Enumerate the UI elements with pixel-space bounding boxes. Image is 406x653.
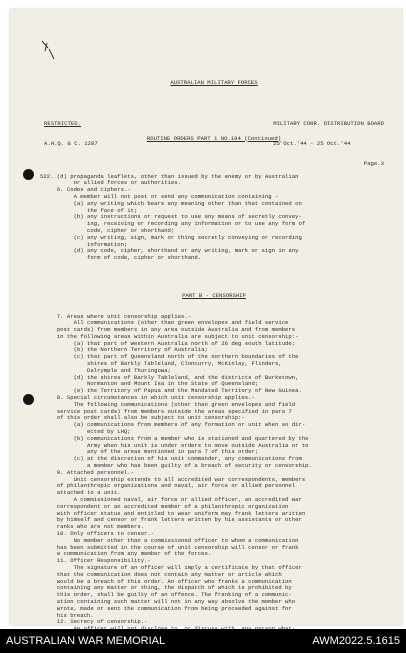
text-line: information; [40, 240, 128, 248]
text-line: 7. Areas where unit censorship applies.- [40, 312, 192, 320]
archive-footer [0, 629, 406, 653]
text-line: 8. Special circumstances in which unit censorship applies.- [40, 394, 255, 402]
text-line: A commissioned naval, air force or allied officer, an accredited war [40, 496, 302, 504]
distribution-board: MILITARY CORR. DISTRIBUTION BOARD [273, 119, 384, 127]
text-line: attached to a unit. [40, 489, 121, 497]
text-line: The following communications (other than green envelopes and field [40, 400, 296, 408]
document-sheet [10, 9, 402, 625]
text-line: wrote, made or sent the communication from being proceeded against for [40, 604, 292, 612]
text-line: of this order shall also be subject to unit censorship:- [40, 414, 245, 422]
page-number: Page.3 [363, 160, 384, 168]
text-line: has been submitted in the course of unit censorship will censor or frank [40, 543, 299, 551]
text-line: that the communication does not contain any matter or article which [40, 570, 282, 578]
text-line: ation containing such matter will not in any way absolve the member who [40, 597, 296, 605]
text-line: The signature of an officer will imply a certificate by that officer [40, 563, 302, 571]
archive-name: AUSTRALIAN WAR MEMORIAL [6, 635, 166, 647]
text-line: form of code, cipher or shorthand. [40, 254, 202, 262]
text-line: (a) that part of Western Australia north of 26 deg south latitude; [40, 339, 296, 347]
document-body [40, 66, 388, 647]
orders-block-1 [40, 174, 388, 262]
text-line: his breach. [40, 611, 94, 619]
text-line: service post cards) from members outside the areas specified in para 7 [40, 407, 292, 415]
routine-orders-heading: ROUTINE ORDERS PART 1 NO.184 (Continued) [146, 134, 282, 142]
text-line: any of the areas mentioned in para 7 of this order; [40, 448, 259, 456]
text-line: (c) any writing, sign, mark or thing secretly conveying or recording [40, 233, 302, 241]
text-line: Unit censorship extends to all accredited war correspondents, members [40, 475, 306, 483]
text-line: a communication from any member of the forces. [40, 550, 212, 558]
text-line: the face of it; [40, 206, 138, 214]
text-line: A member will not post or send any communication containing - [40, 192, 279, 200]
text-line: shires of Barkly Tableland, Cloncurry, McKinlay, Flinders, [40, 360, 282, 368]
text-line: No member other than a commissioned officer to whom a communication [40, 536, 299, 544]
text-line: 10. Only officers to censor.- [40, 530, 155, 537]
text-line: All communications (other than green envelopes and field service [40, 319, 289, 327]
punch-hole-top [23, 169, 34, 180]
punch-hole-bottom [23, 394, 34, 405]
header-right [273, 107, 384, 182]
orders-block-2 [40, 314, 388, 633]
text-line: Normanton and Mount Isa in the State of Queensland; [40, 380, 259, 388]
text-line: (b) any instructions or request to use any means of secretly convey- [40, 213, 302, 221]
text-line: 9. Attached personnel.- [40, 468, 134, 476]
text-line: (c) that part of Queensland north of the northern boundaries of the [40, 353, 299, 361]
text-line: (b) the Northern Territory of Australia; [40, 346, 208, 354]
document-top-title: AUSTRALIAN MILITARY FORCES [170, 78, 258, 86]
text-line: 6. Codes and ciphers.- [40, 186, 131, 194]
text-line: ranks who are not members. [40, 523, 145, 531]
text-line: 12. Secrecy of censorship.- [40, 618, 148, 626]
date-range: 25 Oct.'44 - 25 Oct.'44 [273, 139, 351, 147]
archive-reference: AWM2022.5.1615 [312, 635, 400, 647]
text-line: correspondent or an accredited member of a philanthropic organization [40, 502, 289, 510]
text-line: 522. (d) propaganda leaflets, other than issued by the enemy or by Australian [40, 172, 299, 180]
text-line: post cards) from members in any area outside Australia and from members [40, 326, 296, 334]
text-line: would be a breach of this order. An officer who franks a communication [40, 577, 292, 585]
classification-label: RESTRICTED. [44, 119, 81, 127]
text-line: with officer status and entitled to wear uniform may frank letters written [40, 509, 306, 517]
text-line: (d) the shires of Barkly Tableland, and the districts of Burketown, [40, 373, 299, 381]
text-line: (a) any writing which bears any meaning other than that contained on [40, 199, 302, 207]
text-line: (e) the Territory of Papua and the Mandated Territory of New Guinea. [40, 387, 302, 395]
text-line: Army when his unit is under orders to move outside Australia or to [40, 441, 309, 449]
text-line: (c) at the discretion of his unit commander, any communications from [40, 455, 302, 463]
text-line: 11. Officer Responsibility.- [40, 557, 151, 565]
text-line: or allied forces or authorities. [40, 179, 181, 187]
reference-number: A.H.Q. & C. 1287 [44, 139, 98, 147]
text-line: in the following areas within Australia are subject to unit censorship:- [40, 332, 299, 340]
text-line: (d) any code, cipher, shorthand or any writing, mark or sign in any [40, 247, 299, 255]
text-line: ected by LHQ; [40, 428, 131, 436]
text-line: by himself and censor or frank letters written by his assistants or other [40, 516, 302, 524]
text-line: of philanthropic organizations and naval, air force or allied personnel [40, 482, 296, 490]
text-line: ing, receiving or recording any information or to use any form of [40, 220, 306, 228]
header-left [44, 107, 98, 161]
text-line: a member who has been guilty of a breach of security or censorship. [40, 462, 312, 470]
text-line: (a) communications from members of any formation or unit when so dir- [40, 421, 306, 429]
pencil-mark-icon [40, 39, 58, 61]
text-line: (b) communications from a member who is stationed and quartered by the [40, 434, 309, 442]
part-heading: PART B - CENSORSHIP [182, 292, 246, 300]
text-line: Dalrymple and Thuringowa; [40, 366, 171, 374]
text-line: this order, shall be guilty of an offence. The franking of a communic- [40, 591, 292, 599]
text-line: containing any matter or thing, the dispatch of which is prohibited by [40, 584, 292, 592]
text-line: code, cipher or shorthand; [40, 226, 175, 234]
